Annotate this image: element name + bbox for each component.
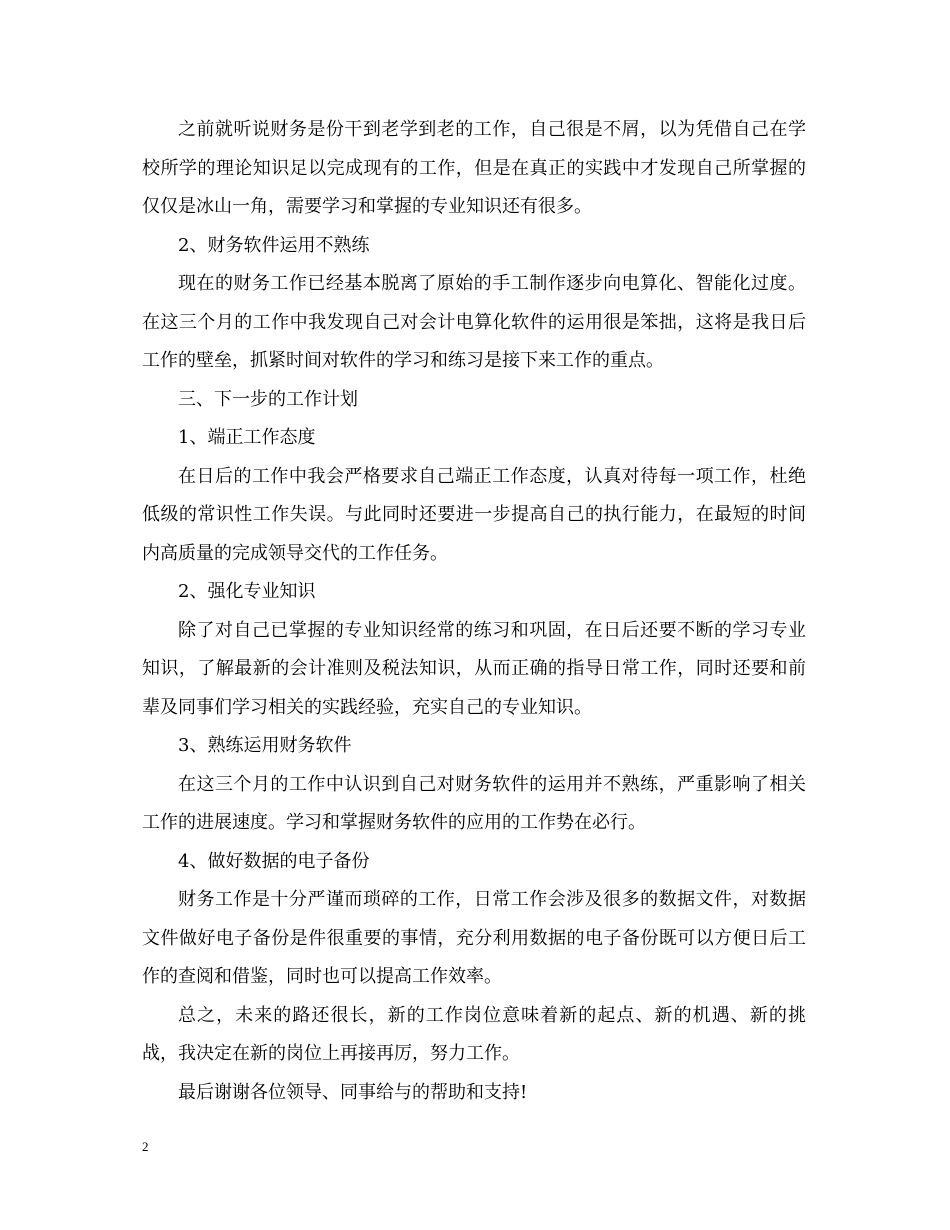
page-number: 2 — [142, 1139, 149, 1154]
paragraph-data-backup: 财务工作是十分严谨而琐碎的工作，日常工作会涉及很多的数据文件，对数据文件做好电子备份是件很重要的事情，充分利用数据的电子备份既可以方便日后工作的查阅和借鉴，同时也可以提高工作效率。 — [142, 889, 806, 987]
paragraph-work-attitude: 在日后的工作中我会严格要求自己端正工作态度，认真对待每一项工作，杜绝低级的常识性工作失误。与此同时还要进一步提高自己的执行能力，在最短的时间内高质量的完成领导交代的工作任务。 — [142, 465, 806, 564]
heading-work-attitude: 1、端正工作态度 — [178, 427, 316, 448]
heading-software-skill: 3、熟练运用财务软件 — [178, 735, 352, 756]
heading-software-unfamiliar: 2、财务软件运用不熟练 — [178, 234, 370, 256]
paragraph-software-usage: 现在的财务工作已经基本脱离了原始的手工制作逐步向电算化、智能化过度。在这三个月的工作中我发现自己对会计电算化软件的运用很是笨拙，这将是我日后工作的壁垒，抓紧时间对软件的学习和练习是接下来工作的重点。 — [142, 273, 806, 371]
paragraph-software-skill: 在这三个月的工作中认识到自己对财务软件的运用并不熟练，严重影响了相关工作的进展速度。学习和掌握财务软件的应用的工作势在必行。 — [142, 773, 806, 833]
document-body — [142, 111, 806, 1112]
heading-professional-knowledge: 2、强化专业知识 — [178, 581, 316, 602]
paragraph-conclusion: 总之，未来的路还很长，新的工作岗位意味着新的起点、新的机遇、新的挑战，我决定在新的岗位上再接再厉，努力工作。 — [142, 1004, 806, 1064]
heading-next-plan: 三、下一步的工作计划 — [178, 388, 358, 410]
paragraph-finance-learning: 之前就听说财务是份干到老学到老的工作，自己很是不屑，以为凭借自己在学校所学的理论知识足以完成现有的工作，但是在真正的实践中才发现自己所掌握的仅仅是冰山一角，需要学习和掌握的专业知识还有很多。 — [142, 119, 806, 217]
paragraph-professional-knowledge: 除了对自己已掌握的专业知识经常的练习和巩固，在日后还要不断的学习专业知识，了解最新的会计准则及税法知识，从而正确的指导日常工作，同时还要和前辈及同事们学习相关的实践经验，充实自己的专业知识。 — [142, 619, 806, 718]
heading-data-backup: 4、做好数据的电子备份 — [178, 850, 370, 872]
paragraph-thanks: 最后谢谢各位领导、同事给与的帮助和支持! — [178, 1081, 528, 1103]
